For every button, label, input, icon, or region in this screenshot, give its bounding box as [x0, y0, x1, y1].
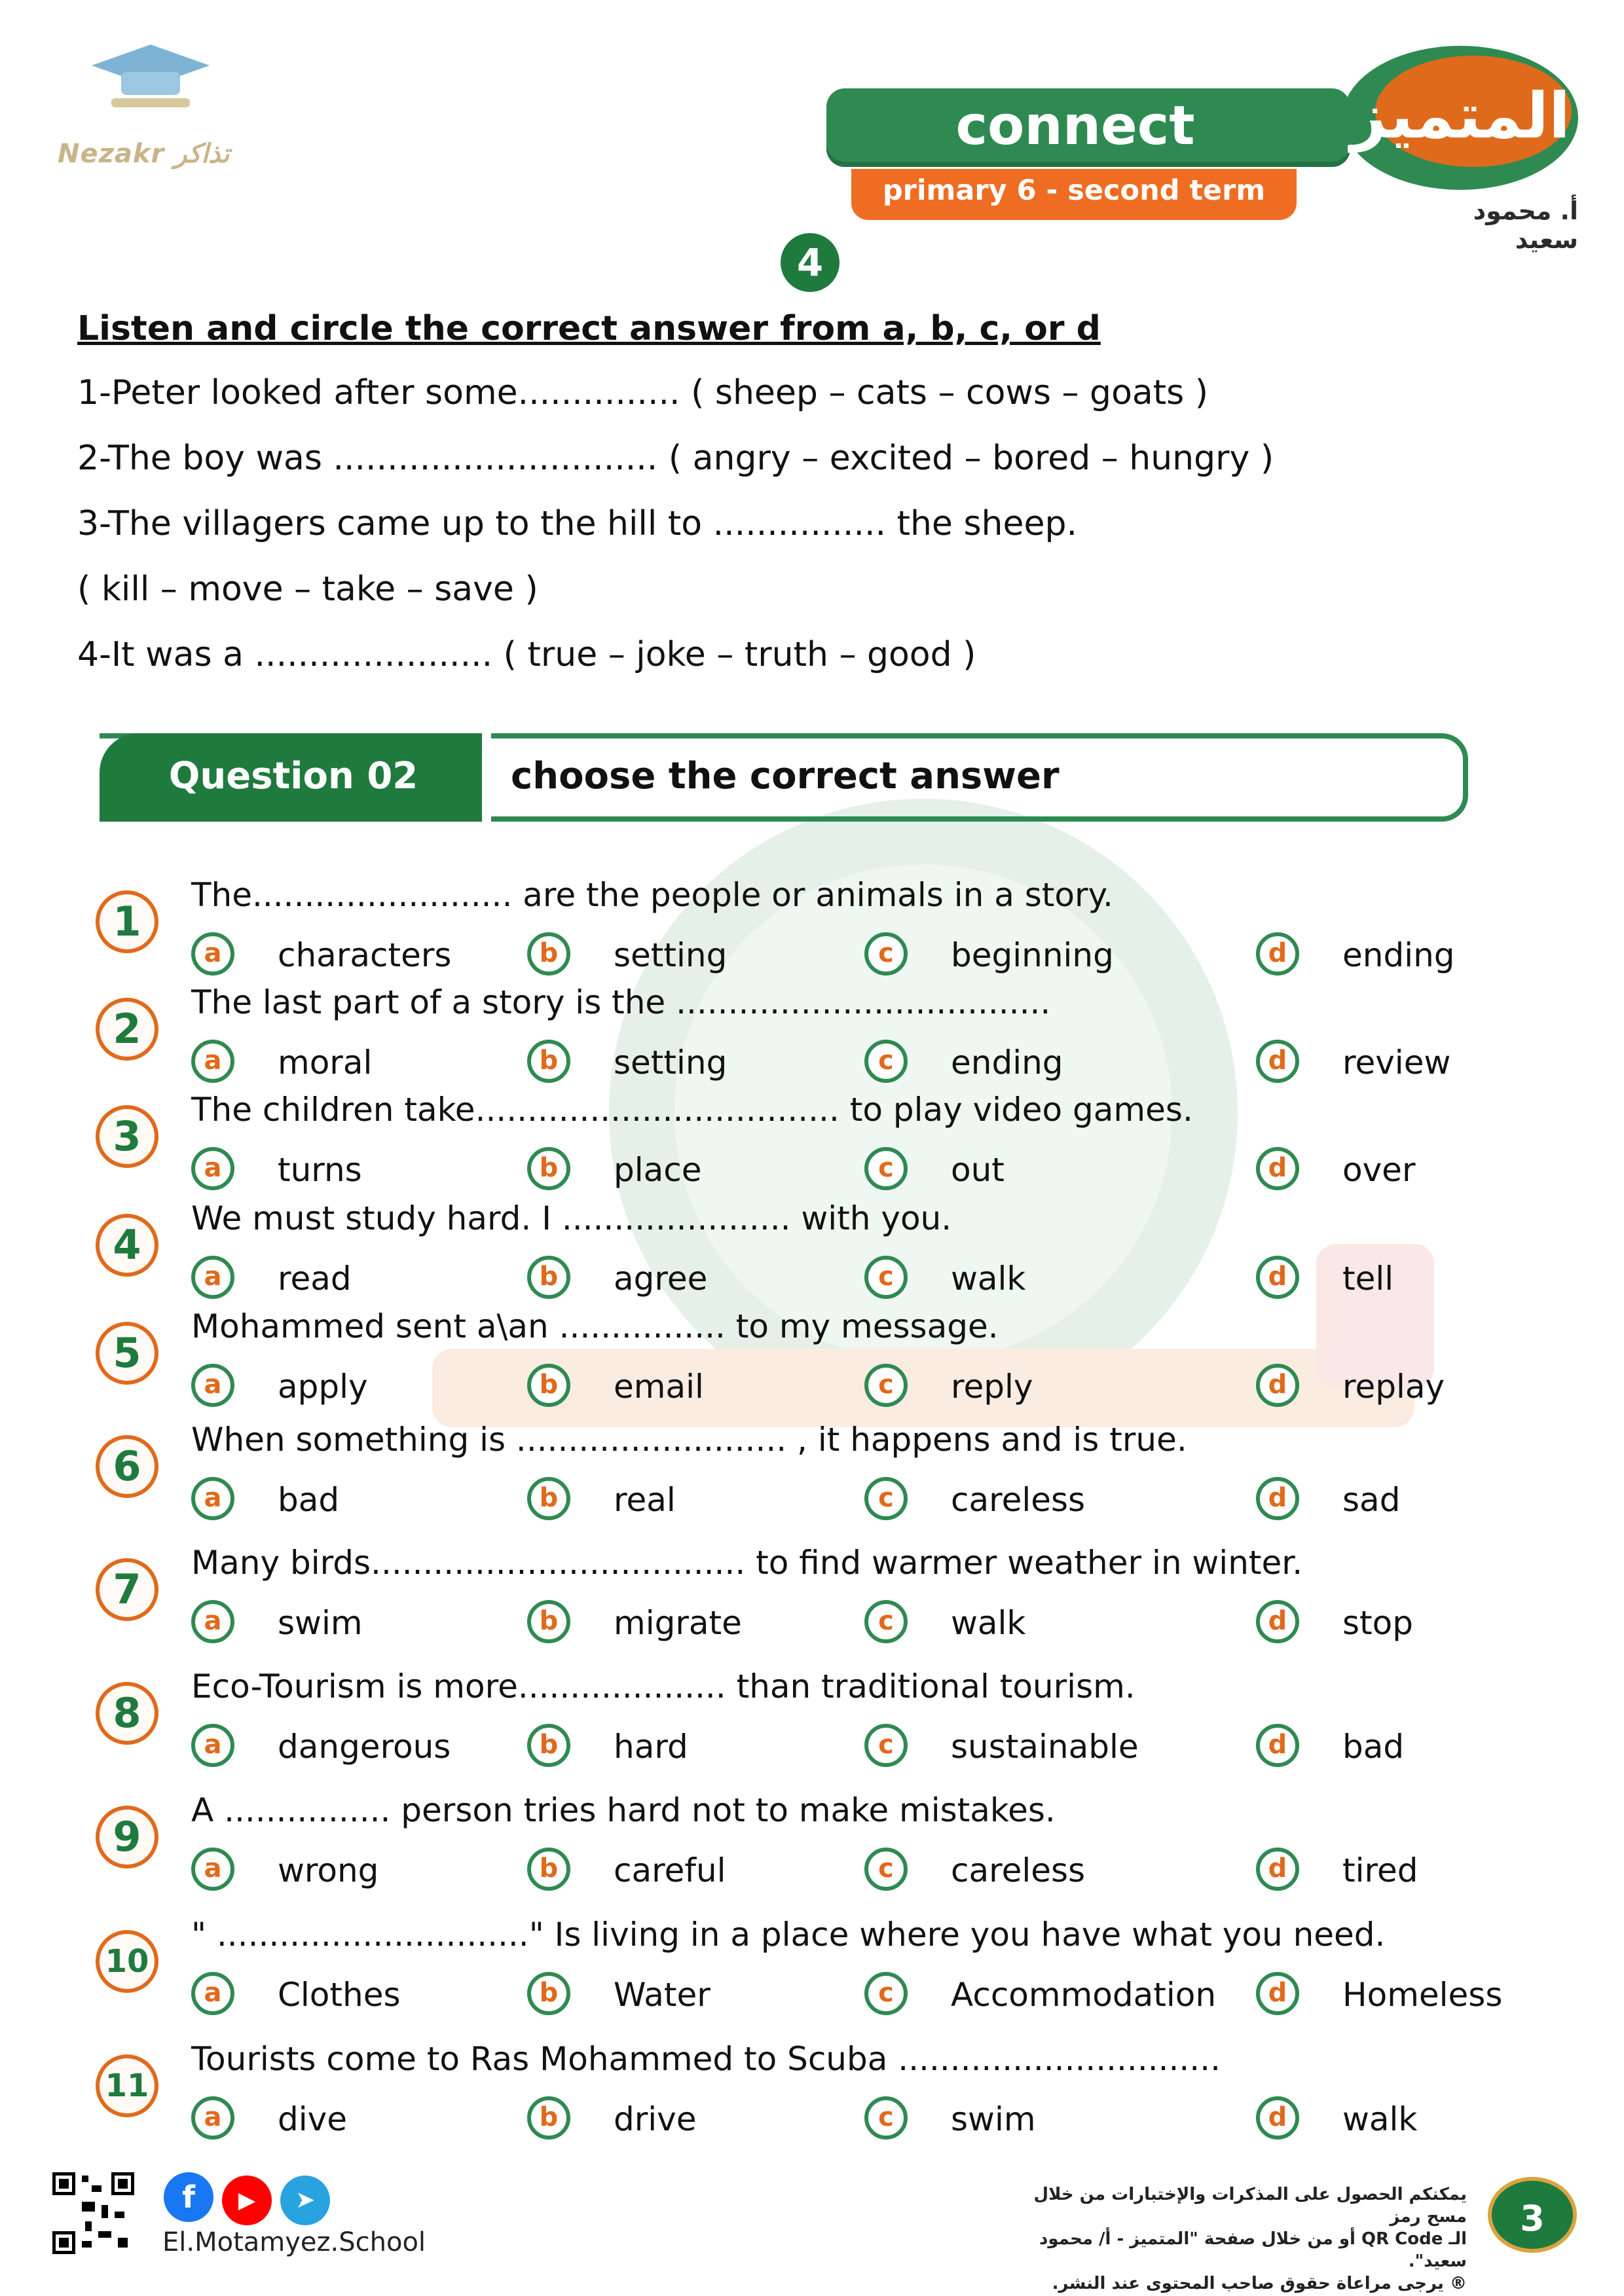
- footer-note-line: ® يرجى مراعاة حقوق صاحب المحتوى عند النشر.: [1052, 2274, 1467, 2293]
- option-bubble[interactable]: b: [527, 1477, 570, 1520]
- question-number: 5: [96, 1322, 158, 1385]
- option-text[interactable]: careless: [951, 1851, 1086, 1889]
- option-text[interactable]: stop: [1342, 1604, 1413, 1642]
- option-text[interactable]: reply: [951, 1368, 1033, 1406]
- footer-note-line: يمكنكم الحصول على المذكرات والإختبارات من خلال مسح رمز: [1033, 2185, 1467, 2227]
- option-text[interactable]: Homeless: [1342, 1976, 1503, 2014]
- option-text[interactable]: turns: [278, 1151, 362, 1189]
- option-text[interactable]: setting: [614, 1044, 728, 1082]
- option-bubble[interactable]: c: [864, 1600, 908, 1643]
- option-bubble[interactable]: d: [1256, 1848, 1299, 1891]
- question-text: A ................ person tries hard not to make mistakes.: [191, 1791, 1056, 1829]
- option-text[interactable]: sustainable: [951, 1728, 1139, 1766]
- question-number: 7: [96, 1558, 158, 1621]
- option-bubble[interactable]: a: [191, 1364, 234, 1407]
- option-text[interactable]: careless: [951, 1481, 1086, 1519]
- option-text[interactable]: apply: [278, 1368, 368, 1406]
- question-text: When something is .......................... , it happens and is true.: [191, 1421, 1187, 1459]
- series-title: connect: [955, 95, 1195, 157]
- option-text[interactable]: wrong: [278, 1851, 379, 1889]
- listening-line: 4-It was a ...................... ( true – joke – truth – good ): [77, 635, 976, 674]
- listening-line: 2-The boy was .............................. ( angry – excited – bored – hungry ): [77, 439, 1274, 478]
- option-bubble[interactable]: b: [527, 1256, 570, 1299]
- listening-line: ( kill – move – take – save ): [77, 570, 538, 609]
- option-bubble[interactable]: a: [191, 1848, 234, 1891]
- listening-number: 4: [781, 233, 840, 292]
- question-number: 6: [96, 1435, 158, 1498]
- brand-logo: [1310, 39, 1585, 196]
- question-text: " .............................." Is living in a place where you have what you need.: [191, 1916, 1386, 1954]
- option-text[interactable]: swim: [278, 1604, 363, 1642]
- qr-code-icon: [52, 2172, 134, 2254]
- option-bubble[interactable]: c: [864, 1848, 908, 1891]
- question-text: Mohammed sent a\an ................ to my message.: [191, 1307, 999, 1345]
- option-text[interactable]: read: [278, 1260, 352, 1298]
- telegram-icon[interactable]: ➤: [280, 2176, 330, 2225]
- nezakr-logo: Nezakr تذاكر: [58, 139, 230, 169]
- option-bubble[interactable]: a: [191, 1600, 234, 1643]
- option-bubble[interactable]: d: [1256, 1256, 1299, 1299]
- option-text[interactable]: tired: [1342, 1851, 1418, 1889]
- option-text[interactable]: tell: [1342, 1260, 1394, 1298]
- option-text[interactable]: Clothes: [278, 1976, 401, 2014]
- option-text[interactable]: walk: [1342, 2100, 1418, 2138]
- option-bubble[interactable]: b: [527, 1972, 570, 2015]
- option-bubble[interactable]: a: [191, 1724, 234, 1767]
- option-text[interactable]: agree: [614, 1260, 708, 1298]
- option-text[interactable]: moral: [278, 1044, 373, 1082]
- option-text[interactable]: walk: [951, 1604, 1026, 1642]
- option-text[interactable]: drive: [614, 2100, 697, 2138]
- option-bubble[interactable]: d: [1256, 1600, 1299, 1643]
- social-icons: [164, 2172, 335, 2225]
- option-bubble[interactable]: a: [191, 1040, 234, 1083]
- question-number: 4: [96, 1214, 158, 1277]
- option-text[interactable]: setting: [614, 936, 728, 974]
- graduation-cap-icon: [85, 39, 216, 111]
- question-text: Eco-Tourism is more.................... than traditional tourism.: [191, 1667, 1135, 1705]
- option-text[interactable]: dangerous: [278, 1728, 451, 1766]
- option-bubble[interactable]: d: [1256, 1477, 1299, 1520]
- option-bubble[interactable]: b: [527, 1364, 570, 1407]
- option-bubble[interactable]: d: [1256, 2096, 1299, 2140]
- option-text[interactable]: ending: [951, 1044, 1063, 1082]
- youtube-icon[interactable]: ▶: [222, 2176, 272, 2225]
- page-number: 3: [1488, 2177, 1577, 2253]
- option-bubble[interactable]: c: [864, 1040, 908, 1083]
- option-text[interactable]: dive: [278, 2100, 347, 2138]
- brand-logo-text: المتميز: [1350, 79, 1570, 153]
- option-bubble[interactable]: b: [527, 1147, 570, 1190]
- question-number: 2: [96, 998, 158, 1061]
- option-text[interactable]: beginning: [951, 936, 1114, 974]
- option-bubble[interactable]: b: [527, 1600, 570, 1643]
- option-bubble[interactable]: d: [1256, 932, 1299, 975]
- option-text[interactable]: sad: [1342, 1481, 1401, 1519]
- option-text[interactable]: swim: [951, 2100, 1036, 2138]
- option-bubble[interactable]: a: [191, 2096, 234, 2140]
- option-text[interactable]: place: [614, 1151, 702, 1189]
- question-number: 3: [96, 1105, 158, 1168]
- option-text[interactable]: walk: [951, 1260, 1026, 1298]
- listening-title: Listen and circle the correct answer from a, b, c, or d: [77, 309, 1101, 348]
- option-text[interactable]: Accommodation: [951, 1976, 1217, 2014]
- question-instruction: choose the correct answer: [511, 755, 1060, 797]
- option-bubble[interactable]: d: [1256, 1972, 1299, 2015]
- option-text[interactable]: over: [1342, 1151, 1416, 1189]
- footer-note-line: الـ QR Code أو من خلال صفحة "المتميز - أ/ محمود سعيد".: [1039, 2229, 1467, 2271]
- option-text[interactable]: hard: [614, 1728, 688, 1766]
- option-bubble[interactable]: c: [864, 1364, 908, 1407]
- option-text[interactable]: bad: [278, 1481, 340, 1519]
- question-number: 11: [96, 2054, 158, 2117]
- footer-note: [995, 2183, 1467, 2295]
- option-text[interactable]: careful: [614, 1851, 726, 1889]
- option-bubble[interactable]: b: [527, 1724, 570, 1767]
- listening-line: 1-Peter looked after some............... ( sheep – cats – cows – goats ): [77, 373, 1209, 412]
- option-bubble[interactable]: d: [1256, 1364, 1299, 1407]
- question-text: The last part of a story is the ....................................: [191, 983, 1051, 1021]
- option-bubble[interactable]: a: [191, 1972, 234, 2015]
- option-bubble[interactable]: c: [864, 932, 908, 975]
- question-tab-label: Question 02: [168, 755, 418, 797]
- question-text: The......................... are the people or animals in a story.: [191, 876, 1113, 914]
- option-bubble[interactable]: c: [864, 1147, 908, 1190]
- option-bubble[interactable]: b: [527, 1040, 570, 1083]
- option-text[interactable]: out: [951, 1151, 1005, 1189]
- option-bubble[interactable]: b: [527, 932, 570, 975]
- question-text: Many birds.................................... to find warmer weather in winter.: [191, 1544, 1303, 1582]
- option-bubble[interactable]: c: [864, 1972, 908, 2015]
- question-number: 9: [96, 1806, 158, 1868]
- option-text[interactable]: review: [1342, 1044, 1451, 1082]
- question-text: We must study hard. I ...................... with you.: [191, 1199, 952, 1237]
- option-text[interactable]: email: [614, 1368, 704, 1406]
- option-bubble[interactable]: d: [1256, 1040, 1299, 1083]
- option-text[interactable]: real: [614, 1481, 676, 1519]
- option-text[interactable]: replay: [1342, 1368, 1445, 1406]
- teacher-name: أ. محمود سعيد: [1473, 196, 1578, 254]
- option-text[interactable]: bad: [1342, 1728, 1405, 1766]
- question-text: Tourists come to Ras Mohammed to Scuba ...............................: [191, 2040, 1221, 2078]
- question-number: 8: [96, 1682, 158, 1745]
- option-bubble[interactable]: a: [191, 1147, 234, 1190]
- level-label: primary 6 - second term: [882, 174, 1266, 207]
- option-bubble[interactable]: c: [864, 1256, 908, 1299]
- option-bubble[interactable]: c: [864, 2096, 908, 2140]
- option-text[interactable]: Water: [614, 1976, 710, 2014]
- facebook-icon[interactable]: f: [164, 2172, 213, 2222]
- option-bubble[interactable]: a: [191, 932, 234, 975]
- option-bubble[interactable]: c: [864, 1477, 908, 1520]
- option-bubble[interactable]: a: [191, 1477, 234, 1520]
- option-bubble[interactable]: a: [191, 1256, 234, 1299]
- question-text: The children take................................... to play video games.: [191, 1091, 1193, 1129]
- option-bubble[interactable]: d: [1256, 1147, 1299, 1190]
- option-bubble[interactable]: c: [864, 1724, 908, 1767]
- listening-line: 3-The villagers came up to the hill to ................ the sheep.: [77, 504, 1078, 543]
- option-text[interactable]: characters: [278, 936, 452, 974]
- site-label: El.Motamyez.School: [162, 2227, 426, 2257]
- option-bubble[interactable]: d: [1256, 1724, 1299, 1767]
- question-number: 10: [96, 1930, 158, 1993]
- option-text[interactable]: ending: [1342, 936, 1455, 974]
- question-number: 1: [96, 890, 158, 953]
- option-bubble[interactable]: b: [527, 1848, 570, 1891]
- option-bubble[interactable]: b: [527, 2096, 570, 2140]
- option-text[interactable]: migrate: [614, 1604, 742, 1642]
